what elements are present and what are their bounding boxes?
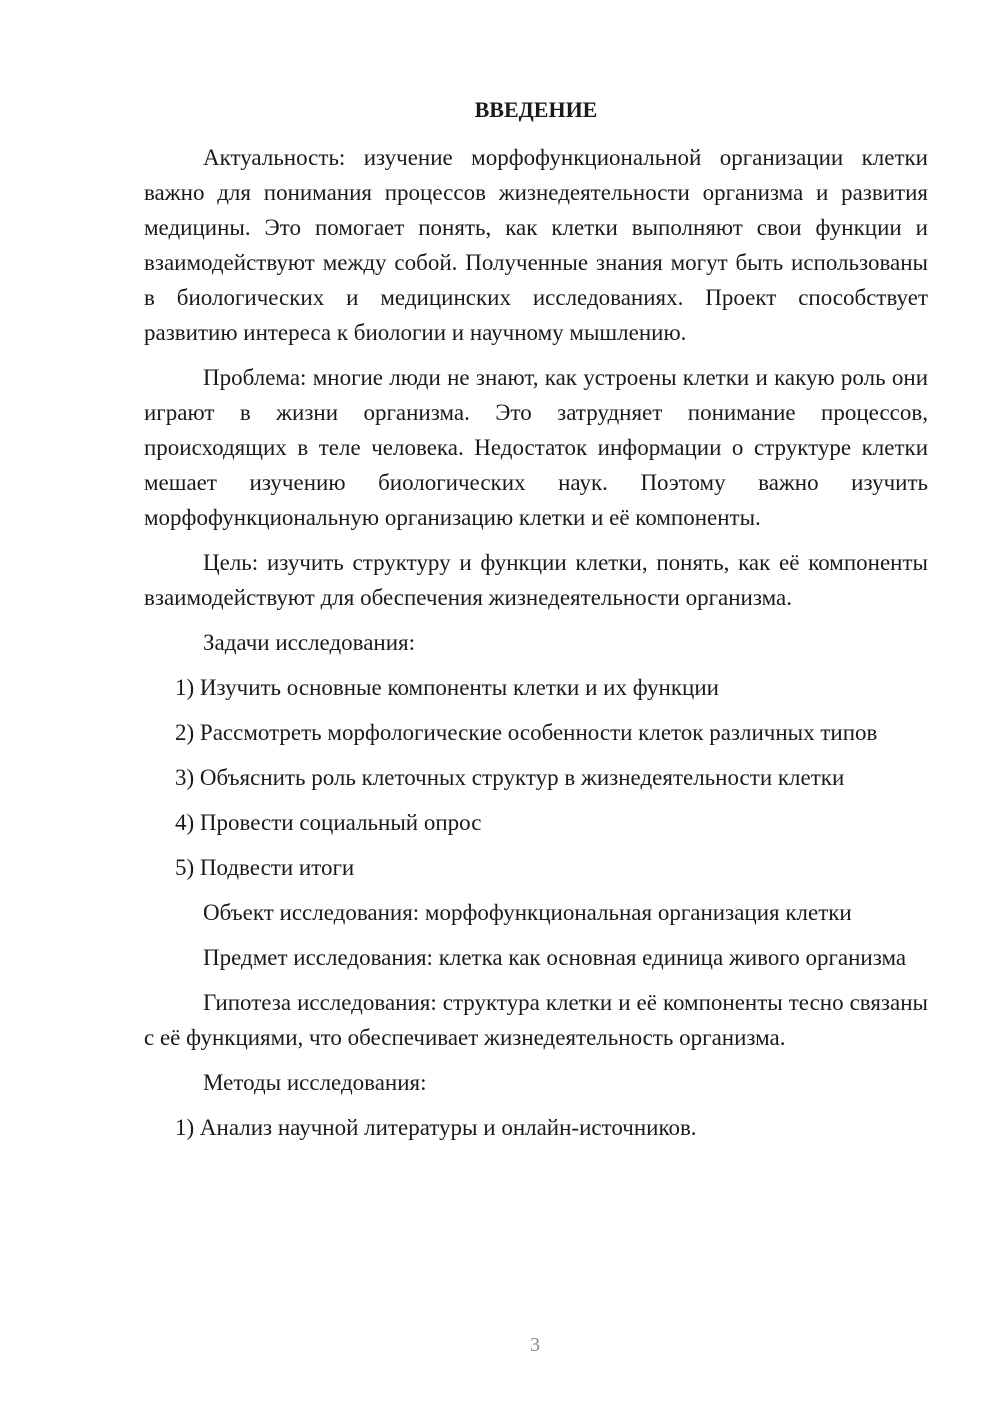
- paragraph-subject: Предмет исследования: клетка как основная единица живого организма: [203, 945, 907, 970]
- paragraph-problem: Проблема: многие люди не знают, как устроены клетки и какую роль они играют в жизни организма. Это затрудняет понимание процессов, происходящих в теле человека. Недостаток информации о структуре клетки мешает изучению биологических наук. Поэтому важно изучить морфофункциональную организацию клетки и её компоненты.: [144, 365, 928, 530]
- paragraph-relevance: Актуальность: изучение морфофункциональной организации клетки важно для понимания процессов жизнедеятельности организма и развития медицины. Это помогает понять, как клетки выполняют свои функции и взаимодействуют между собой. Полученные знания могут быть использованы в биологических и медицинских исследованиях. Проект способствует развитию интереса к биологии и научному мышлению.: [144, 145, 928, 345]
- task-item-3: 3) Объяснить роль клеточных структур в жизнедеятельности клетки: [175, 765, 845, 790]
- paragraph-tasks-title: Задачи исследования:: [203, 630, 416, 655]
- task-item-5: 5) Подвести итоги: [175, 855, 355, 880]
- page-number: 3: [530, 1334, 540, 1356]
- paragraph-goal: Цель: изучить структуру и функции клетки, понять, как её компоненты взаимодействуют для обеспечения жизнедеятельности организма.: [144, 550, 928, 610]
- paragraph-object: Объект исследования: морфофункциональная организация клетки: [203, 900, 852, 925]
- task-item-1: 1) Изучить основные компоненты клетки и их функции: [175, 675, 719, 700]
- paragraph-methods-title: Методы исследования:: [203, 1070, 427, 1095]
- method-item-1: 1) Анализ научной литературы и онлайн-источников.: [175, 1115, 697, 1140]
- task-item-4: 4) Провести социальный опрос: [175, 810, 482, 835]
- task-item-2: 2) Рассмотреть морфологические особенности клеток различных типов: [175, 720, 878, 745]
- page-content: [144, 95, 928, 1155]
- paragraph-hypothesis: Гипотеза исследования: структура клетки и её компоненты тесно связаны с её функциями, что обеспечивает жизнедеятельность организма.: [144, 990, 928, 1050]
- section-heading: ВВЕДЕНИЕ: [474, 97, 598, 122]
